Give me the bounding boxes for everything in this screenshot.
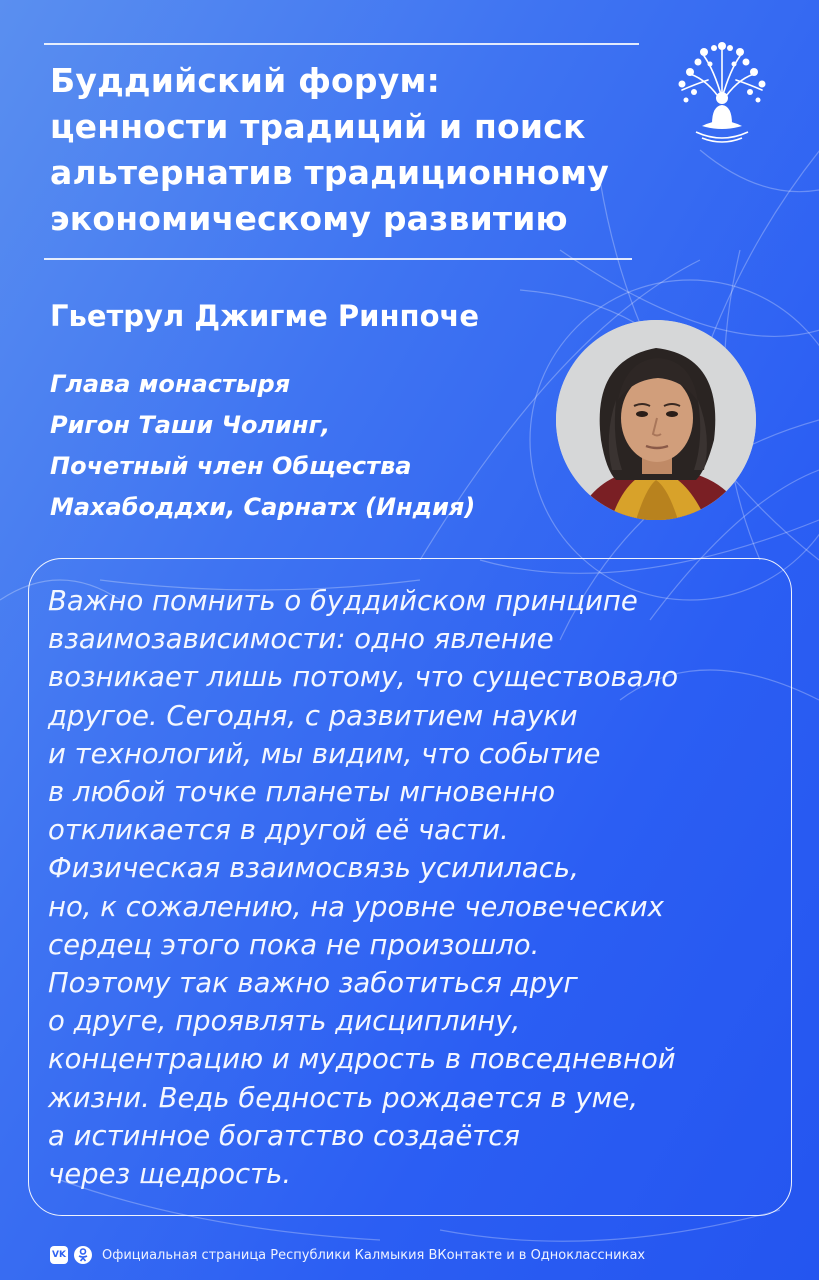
buddha-tree-logo-icon (668, 40, 776, 148)
quote-line: жизни. Ведь бедность рождается в уме, (48, 1081, 639, 1114)
speaker-portrait (556, 320, 756, 520)
quote-line: возникает лишь потому, что существовало (48, 661, 679, 694)
role-line: Ригон Таши Чолинг, (50, 411, 331, 439)
quote-line: в любой точке планеты мгновенно (48, 776, 556, 809)
quote-line: Поэтому так важно заботиться друг (48, 967, 578, 1000)
title-line: Буддийский форум: (50, 61, 441, 100)
role-line: Глава монастыря (50, 370, 291, 398)
speaker-name: Гьетрул Джигме Ринпоче (50, 299, 480, 333)
title-line: альтернатив традиционному (50, 153, 609, 192)
quote-line: о друге, проявлять дисциплину, (48, 1005, 521, 1038)
quote-line: Важно помнить о буддийском принципе (48, 585, 638, 617)
quote-line: другое. Сегодня, с развитием науки (48, 699, 578, 732)
page-title (50, 58, 650, 242)
quote-line: откликается в другой её части. (48, 814, 509, 847)
odnoklassniki-icon[interactable] (74, 1246, 92, 1264)
quote-line: взаимозависимости: одно явление (48, 623, 554, 656)
title-line: ценности традиций и поиск (50, 107, 586, 146)
role-line: Почетный член Общества (50, 452, 412, 480)
quote-line: но, к сожалению, на уровне человеческих (48, 890, 664, 923)
title-line: экономическому развитию (50, 199, 568, 238)
quote-line: а истинное богатство создаётся (48, 1119, 520, 1152)
quote-line: и технологий, мы видим, что событие (48, 737, 601, 770)
title-bottom-rule (44, 258, 632, 260)
quote-line: через щедрость. (48, 1158, 292, 1191)
vk-icon[interactable]: VK (50, 1246, 68, 1264)
quote-line: концентрацию и мудрость в повседневной (48, 1043, 676, 1076)
speaker-role (50, 364, 570, 528)
quote-text (48, 582, 788, 1193)
quote-line: сердец этого пока не произошло. (48, 928, 540, 961)
title-top-rule (44, 43, 639, 45)
quote-line: Физическая взаимосвязь усилилась, (48, 852, 579, 885)
footer-text: Официальная страница Республики Калмыкия ВКонтакте и в Одноклассниках (102, 1247, 646, 1263)
footer (50, 1244, 645, 1266)
role-line: Махабоддхи, Сарнатх (Индия) (50, 493, 476, 521)
